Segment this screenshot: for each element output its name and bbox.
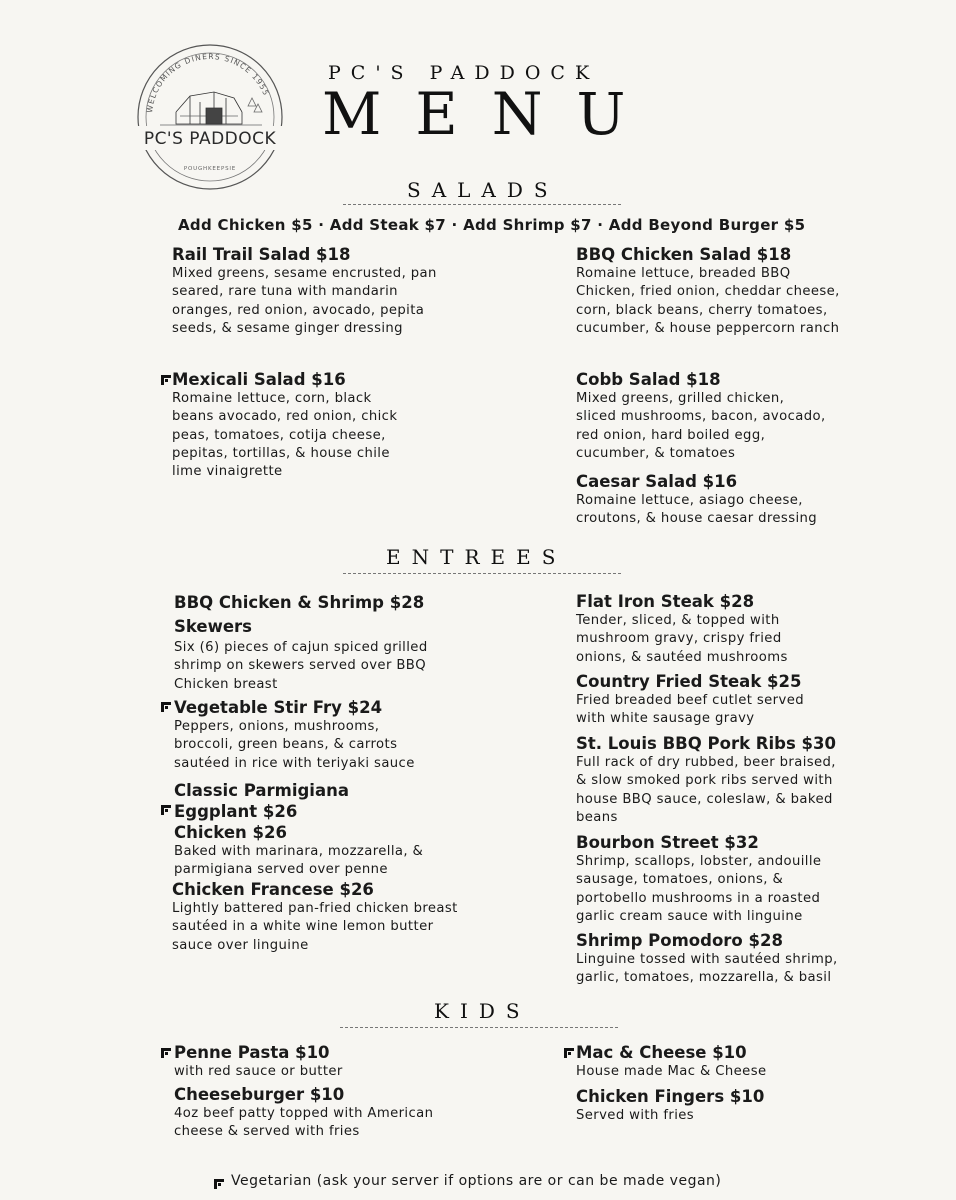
item-description: Romaine lettuce, corn, black beans avocado, red onion, chick peas, tomatoes, cotija cheese, pepitas, tortillas, & house chile lime vinaigrette bbox=[172, 391, 398, 480]
vegetarian-icon bbox=[161, 375, 171, 385]
item-description: Mixed greens, sesame encrusted, pan seared, rare tuna with mandarin oranges, red onion, avocado, pepita seeds, & sesame ginger dressing bbox=[172, 266, 437, 336]
menu-item bbox=[576, 591, 876, 667]
item-description: Mixed greens, grilled chicken, sliced mushrooms, bacon, avocado, red onion, hard boiled egg, cucumber, & tomatoes bbox=[576, 391, 826, 461]
kids-divider bbox=[340, 1027, 618, 1028]
menu-item bbox=[576, 671, 876, 729]
item-name: Caesar Salad $16 bbox=[576, 472, 738, 491]
vegetarian-icon bbox=[564, 1048, 574, 1058]
item-name: Chicken Francese $26 bbox=[172, 880, 374, 899]
item-name: Flat Iron Steak $28 bbox=[576, 592, 755, 611]
menu-item bbox=[174, 697, 474, 773]
menu-item bbox=[174, 591, 474, 694]
menu-item bbox=[576, 832, 876, 926]
item-description: House made Mac & Cheese bbox=[576, 1064, 767, 1079]
item-description: Served with fries bbox=[576, 1108, 695, 1123]
vegetarian-icon bbox=[161, 805, 171, 815]
item-description: Romaine lettuce, asiago cheese, croutons, & house caesar dressing bbox=[576, 493, 818, 527]
menu-item bbox=[172, 244, 472, 338]
menu-item bbox=[576, 244, 876, 338]
salads-addons: Add Chicken $5 · Add Steak $7 · Add Shrimp $7 · Add Beyond Burger $5 bbox=[178, 216, 806, 234]
menu-item bbox=[576, 1042, 876, 1081]
item-name: Vegetable Stir Fry $24 bbox=[174, 698, 383, 717]
vegetarian-icon bbox=[214, 1179, 224, 1189]
item-name: BBQ Chicken Salad $18 bbox=[576, 245, 792, 264]
item-description: Peppers, onions, mushrooms, broccoli, green beans, & carrots sautéed in rice with teriyaki sauce bbox=[174, 719, 415, 771]
menu-item bbox=[174, 780, 474, 880]
vegetarian-icon bbox=[161, 1048, 171, 1058]
item-description: Baked with marinara, mozzarella, & parmigiana served over penne bbox=[174, 844, 424, 878]
item-name: Cheeseburger $10 bbox=[174, 1085, 345, 1104]
vegetarian-legend: Vegetarian (ask your server if options are or can be made vegan) bbox=[231, 1173, 722, 1189]
item-name: Penne Pasta $10 bbox=[174, 1043, 330, 1062]
item-description: Lightly battered pan-fried chicken breast sautéed in a white wine lemon butter sauce over linguine bbox=[172, 901, 458, 953]
item-name: Classic Parmigiana Eggplant $26 Chicken $26 bbox=[174, 781, 349, 842]
menu-item bbox=[174, 1084, 474, 1142]
item-name: Rail Trail Salad $18 bbox=[172, 245, 351, 264]
item-name: Shrimp Pomodoro $28 bbox=[576, 931, 783, 950]
page-title: MENU bbox=[322, 80, 660, 148]
item-name: Bourbon Street $32 bbox=[576, 833, 759, 852]
item-name: Cobb Salad $18 bbox=[576, 370, 721, 389]
vegetarian-icon bbox=[161, 702, 171, 712]
menu-item bbox=[576, 1086, 876, 1125]
entrees-heading: ENTREES bbox=[386, 545, 567, 569]
item-description: Shrimp, scallops, lobster, andouille sausage, tomatoes, onions, & portobello mushrooms in a roasted garlic cream sauce with linguine bbox=[576, 854, 822, 924]
salads-heading: SALADS bbox=[407, 178, 559, 202]
item-description: Fried breaded beef cutlet served with white sausage gravy bbox=[576, 693, 804, 727]
salads-divider bbox=[343, 204, 621, 205]
item-name: Chicken Fingers $10 bbox=[576, 1087, 765, 1106]
item-description: Romaine lettuce, breaded BBQ Chicken, fried onion, cheddar cheese, corn, black beans, cherry tomatoes, cucumber, & house peppercorn ranch bbox=[576, 266, 840, 336]
entrees-divider bbox=[343, 573, 621, 574]
item-description: Tender, sliced, & topped with mushroom gravy, crispy fried onions, & sautéed mushrooms bbox=[576, 613, 788, 665]
logo-name: PC'S PADDOCK bbox=[143, 129, 277, 149]
item-name: Mexicali Salad $16 bbox=[172, 370, 346, 389]
item-name: Mac & Cheese $10 bbox=[576, 1043, 747, 1062]
menu-item bbox=[576, 471, 876, 529]
menu-item bbox=[576, 733, 876, 827]
menu-item bbox=[172, 879, 472, 955]
item-description: Linguine tossed with sautéed shrimp, garlic, tomatoes, mozzarella, & basil bbox=[576, 952, 838, 986]
kids-heading: KIDS bbox=[434, 999, 531, 1023]
item-description: 4oz beef patty topped with American cheese & served with fries bbox=[174, 1106, 434, 1140]
barn-icon bbox=[160, 92, 262, 125]
item-description: Full rack of dry rubbed, beer braised, & slow smoked pork ribs served with house BBQ sauce, coleslaw, & baked beans bbox=[576, 755, 836, 825]
menu-item bbox=[576, 930, 876, 988]
item-name: St. Louis BBQ Pork Ribs $30 bbox=[576, 734, 836, 753]
menu-item bbox=[172, 369, 472, 481]
restaurant-logo bbox=[130, 42, 290, 192]
logo-ring-text: WELCOMING DINERS SINCE 1955 bbox=[145, 51, 271, 114]
item-description: with red sauce or butter bbox=[174, 1064, 343, 1079]
menu-item bbox=[576, 369, 876, 463]
menu-item bbox=[174, 1042, 474, 1081]
item-name: Country Fried Steak $25 bbox=[576, 672, 802, 691]
logo-location: POUGHKEEPSIE bbox=[183, 166, 237, 172]
brand-name: PC'S PADDOCK bbox=[328, 62, 600, 84]
item-name: BBQ Chicken & Shrimp $28 Skewers bbox=[174, 593, 425, 636]
item-description: Six (6) pieces of cajun spiced grilled shrimp on skewers served over BBQ Chicken breast bbox=[174, 640, 428, 692]
